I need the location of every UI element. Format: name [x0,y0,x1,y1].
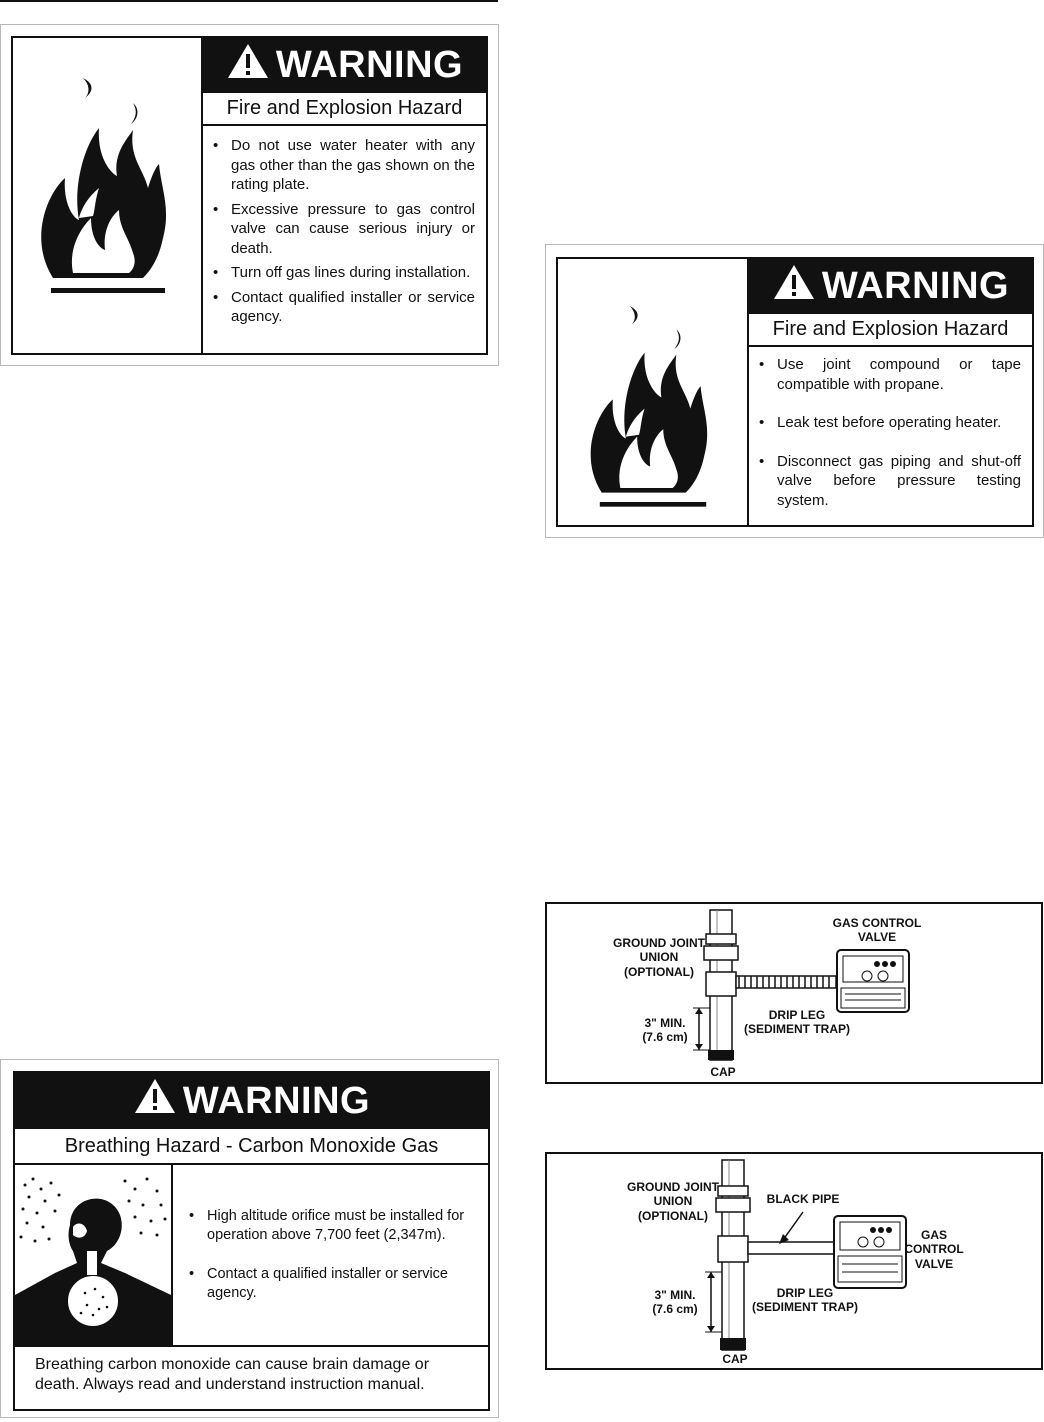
valve-label: GAS CONTROL VALVE [904,1228,964,1271]
union-label: GROUND JOINT UNION (OPTIONAL) [626,1180,719,1223]
warning-label-fire-1 [0,24,499,366]
warning-frame [13,1071,490,1411]
bullet-item: • High altitude orifice must be installed for operation above 7,700 feet (2,347m). [185,1207,479,1245]
divider [171,1165,173,1345]
cap-label: CAP [710,1065,736,1079]
banner-text: WARNING [182,1079,371,1122]
warning-banner [749,259,1032,314]
warning-triangle-icon [133,1077,177,1125]
valve-label: GAS CONTROL VALVE [832,916,922,945]
bullet-list [209,136,475,327]
warning-label-carbon-monoxide [0,1059,499,1418]
warning-frame [556,257,1034,527]
gas-piping-diagram-2 [545,1152,1043,1370]
piping-illustration [547,904,1041,1082]
bullet-item: • Disconnect gas piping and shut-off valve before pressure testing system. [755,452,1021,511]
banner-text: WARNING [821,265,1010,307]
bullet-item: • Do not use water heater with any gas other than the gas shown on the rating plate. [209,136,475,195]
banner-text: WARNING [275,44,464,86]
flame-icon [33,68,183,298]
warning-banner [203,38,486,93]
bullet-item: • Use joint compound or tape compatible with propane. [755,355,1021,394]
min-dimension-label: 3" MIN. (7.6 cm) [652,1288,698,1317]
min-dimension-label: 3" MIN. (7.6 cm) [642,1016,688,1045]
cap-label: CAP [722,1352,748,1366]
warning-triangle-icon [772,263,816,311]
drip-leg-label: DRIP LEG (SEDIMENT TRAP) [744,1008,850,1037]
footer-text: Breathing carbon monoxide can cause brain damage or death. Always read and understand instruction manual. [35,1356,430,1393]
warning-frame [11,36,488,355]
warning-triangle-icon [226,42,270,90]
drip-leg-label: DRIP LEG (SEDIMENT TRAP) [752,1286,858,1315]
bullet-item: • Leak test before operating heater. [755,413,1021,433]
bullet-list [755,355,1021,510]
union-label: GROUND JOINT UNION (OPTIONAL) [612,936,705,979]
bullet-item: • Contact a qualified installer or service agency. [185,1265,479,1303]
top-rule [0,0,498,2]
hazard-title: Fire and Explosion Hazard [203,93,486,126]
hazard-title: Fire and Explosion Hazard [749,314,1032,347]
hazard-title: Breathing Hazard - Carbon Monoxide Gas [15,1129,488,1165]
gas-piping-diagram-1 [545,902,1043,1084]
warning-banner [15,1073,488,1129]
bullet-list [185,1207,479,1302]
flame-icon [583,289,723,519]
bullet-item: • Turn off gas lines during installation. [209,263,475,283]
bullet-item: • Excessive pressure to gas control valve can cause serious injury or death. [209,200,475,259]
warning-label-fire-2 [545,244,1044,538]
breathing-hazard-icon [15,1165,171,1345]
black-pipe-label: BLACK PIPE [766,1192,840,1206]
bullet-item: • Contact qualified installer or service agency. [209,288,475,327]
footer-divider [15,1345,488,1347]
